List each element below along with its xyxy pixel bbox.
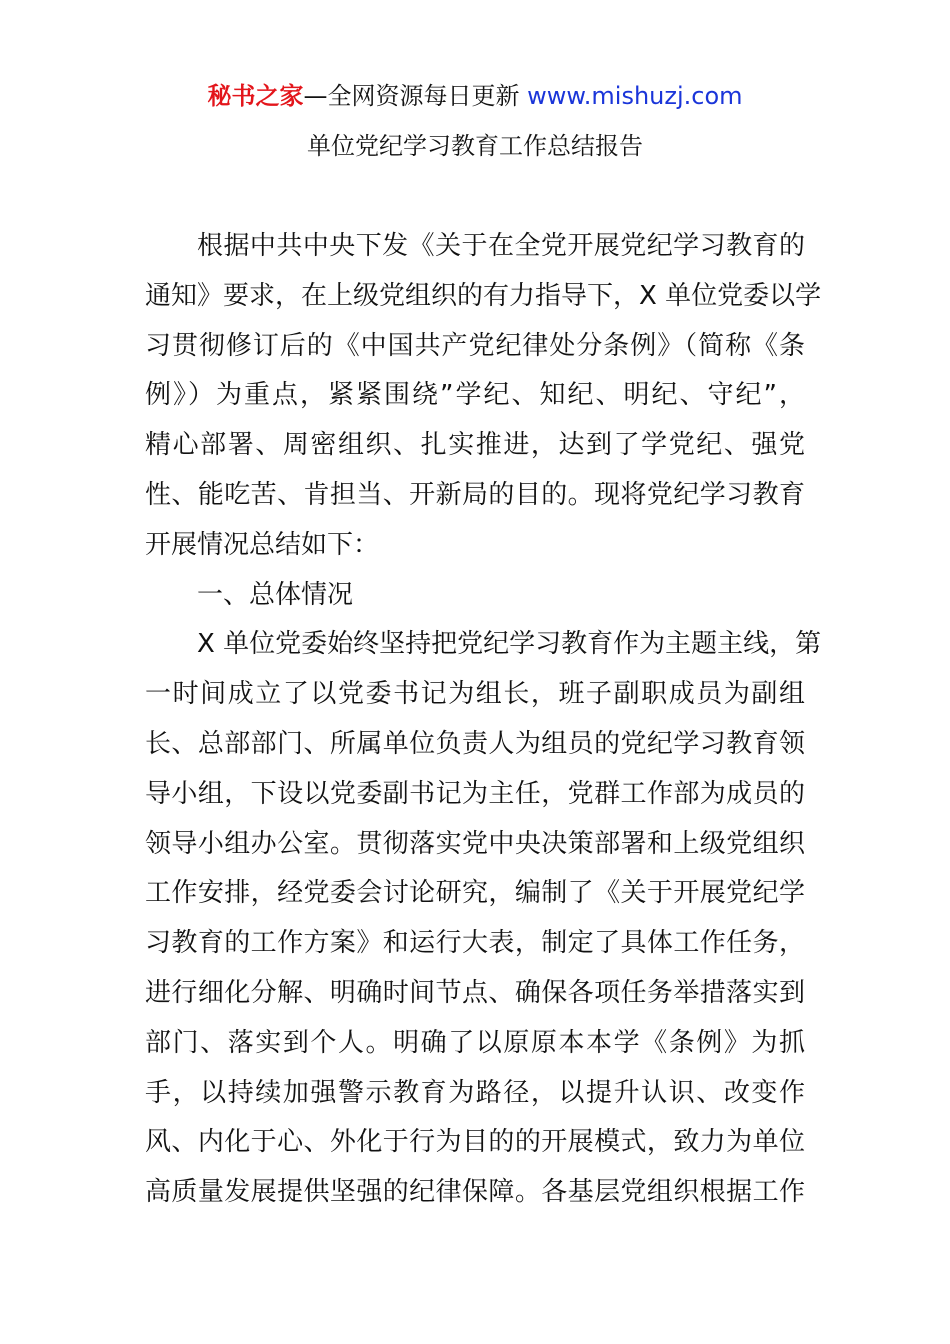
- body-line: 根据中共中央下发《关于在全党开展党纪学习教育的: [197, 231, 805, 261]
- body-line: 开展情况总结如下：: [145, 529, 380, 560]
- document-title: 单位党纪学习教育工作总结报告: [307, 132, 643, 160]
- body-line: 工作安排，经党委会讨论研究，编制了《关于开展党纪学: [145, 878, 805, 909]
- body-line: 精心部署、周密组织、扎实推进，达到了学党纪、强党: [145, 430, 805, 461]
- banner-slogan: —全网资源每日更新: [303, 82, 528, 110]
- body-line: 习贯彻修订后的《中国共产党纪律处分条例》（简称《条: [145, 330, 805, 361]
- body-line: 高质量发展提供坚强的纪律保障。各基层党组织根据工作: [145, 1177, 805, 1208]
- body-line: 导小组，下设以党委副书记为主任，党群工作部为成员的: [145, 778, 805, 809]
- body-line: 例》）为重点，紧紧围绕”学纪、知纪、明纪、守纪”，: [145, 380, 805, 411]
- body-line: 性、能吃苦、肯担当、开新局的目的。现将党纪学习教育: [145, 479, 805, 510]
- body-line: 部门、落实到个人。明确了以原原本本学《条例》为抓: [145, 1027, 805, 1058]
- body-line: 风、内化于心、外化于行为目的的开展模式，致力为单位: [145, 1127, 805, 1158]
- site-banner: [0, 78, 950, 114]
- body-line: 长、总部部门、所属单位负责人为组员的党纪学习教育领: [145, 728, 805, 759]
- body-line: 通知》要求，在上级党组织的有力指导下，X 单位党委以学: [145, 280, 822, 311]
- document-body: [145, 222, 822, 1218]
- body-line: 领导小组办公室。贯彻落实党中央决策部署和上级党组织: [145, 828, 805, 859]
- body-line: 手，以持续加强警示教育为路径，以提升认识、改变作: [145, 1077, 805, 1108]
- body-line: 习教育的工作方案》和运行大表，制定了具体工作任务，: [145, 928, 805, 959]
- site-url[interactable]: www.mishuzj.com: [527, 82, 743, 110]
- body-line: 一时间成立了以党委书记为组长，班子副职成员为副组: [145, 679, 805, 710]
- body-line: X 单位党委始终坚持把党纪学习教育作为主题主线，第: [197, 629, 822, 660]
- section-heading: 一、总体情况: [197, 579, 354, 610]
- brand-name: 秘书之家: [207, 82, 304, 110]
- body-line: 进行细化分解、明确时间节点、确保各项任务举措落实到: [145, 977, 805, 1008]
